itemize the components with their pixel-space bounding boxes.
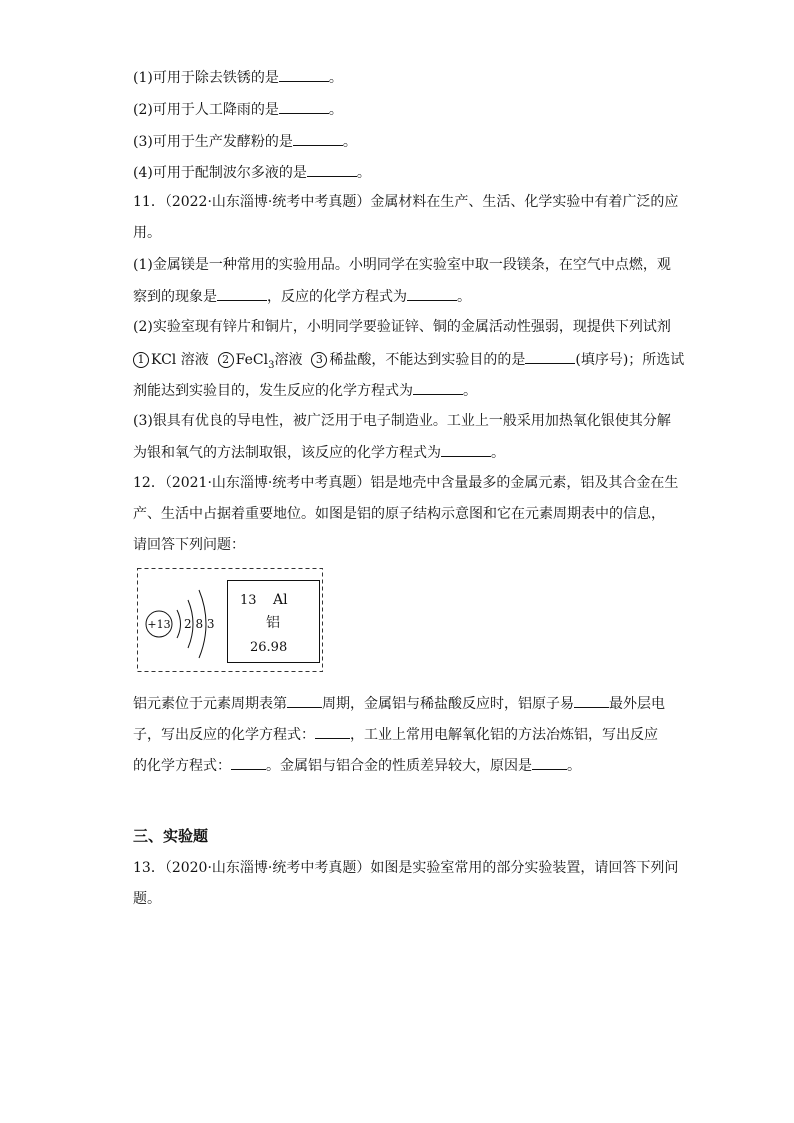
figure-svg — [137, 568, 323, 672]
q10-item-2-text: (2)可用于人工降雨的是 — [133, 102, 279, 118]
answer-blank — [407, 285, 457, 301]
answer-blank — [279, 98, 329, 114]
q12-text: ，工业上常用电解氧化铝的方法冶炼铝，写出反应 — [350, 727, 658, 743]
q11-part2-line-3 — [133, 379, 477, 401]
q12-body-line-3 — [133, 754, 581, 776]
punct: 。 — [463, 383, 477, 399]
q11-part2-options — [133, 348, 684, 370]
answer-blank — [217, 285, 267, 301]
q13-line-2: 题。 — [133, 891, 161, 907]
q10-item-4-text: (4)可用于配制波尔多液的是 — [133, 165, 307, 181]
punct: 。 — [567, 758, 581, 774]
electron-configuration: 2 8 3 — [184, 617, 215, 631]
q11-part1-text: 察到的现象是 — [133, 289, 217, 305]
punct: 。 — [328, 70, 343, 86]
q10-item-1 — [133, 66, 343, 88]
q12-text: 周期，金属铝与稀盐酸反应时，铝原子易 — [322, 696, 574, 712]
q12-text: 最外层电 — [609, 696, 665, 712]
nucleus-charge: +13 — [147, 618, 171, 631]
q10-item-4 — [133, 161, 371, 183]
option-1: KCl 溶液 — [151, 352, 209, 368]
option-2-suffix: 溶液 — [274, 352, 303, 368]
punct: 。 — [457, 289, 471, 305]
answer-blank — [525, 348, 575, 364]
q11-part1-text-mid: ，反应的化学方程式为 — [267, 289, 407, 305]
q11-header-line-2: 用。 — [133, 225, 161, 241]
punct: 。 — [356, 165, 371, 181]
q11-part3-line-2 — [133, 441, 505, 463]
punct: 。 — [491, 445, 505, 461]
q12-text: 。金属铝与铝合金的性质差异较大，原因是 — [266, 758, 532, 774]
q12-text: 铝元素位于元素周期表第 — [133, 696, 287, 712]
answer-blank — [532, 754, 567, 770]
element-symbol: Al — [273, 592, 288, 608]
q13-line-1: 13．（2020·山东淄博·统考中考真题）如图是实验室常用的部分实验装置，请回答下列问 — [133, 860, 679, 876]
q12-header-line-3: 请回答下列问题： — [133, 537, 245, 553]
q11-part3-line-1: (3)银具有优良的导电性，被广泛用于电子制造业。工业上一般采用加热氧化银使其分解 — [133, 413, 671, 429]
punct: 。 — [342, 134, 357, 150]
answer-blank — [413, 379, 463, 395]
aluminum-atom-figure — [137, 568, 323, 672]
answer-blank — [307, 161, 357, 177]
atomic-number: 13 — [240, 593, 257, 608]
q12-header-line-2: 产、生活中占据着重要地位。如图是铝的原子结构示意图和它在元素周期表中的信息， — [133, 506, 665, 522]
q10-item-2 — [133, 98, 343, 120]
answer-blank — [441, 441, 491, 457]
option-number-2: 2 — [218, 352, 234, 368]
option-3: 稀盐酸，不能达到实验目的的是 — [329, 352, 526, 368]
atomic-mass: 26.98 — [250, 640, 288, 655]
answer-blank — [287, 692, 322, 708]
q12-text: 的化学方程式： — [133, 758, 231, 774]
electron-shell-1 — [177, 610, 181, 638]
q12-body-line-1 — [133, 692, 665, 714]
q10-item-1-text: (1)可用于除去铁锈的是 — [133, 70, 279, 86]
q12-text: 子，写出反应的化学方程式： — [133, 727, 315, 743]
q12-header-line-1: 12．（2021·山东淄博·统考中考真题）铝是地壳中含量最多的金属元素，铝及其合金在生 — [133, 475, 679, 491]
element-name: 铝 — [266, 615, 280, 631]
q12-body-line-2 — [133, 723, 658, 745]
option-2-subscript: 3 — [268, 359, 275, 371]
q11-part2-line-1: (2)实验室现有锌片和铜片，小明同学要验证锌、铜的金属活动性强弱，现提供下列试剂 — [133, 319, 671, 335]
answer-blank — [574, 692, 609, 708]
answer-blank — [315, 723, 350, 739]
q10-item-3-text: (3)可用于生产发酵粉的是 — [133, 134, 293, 150]
option-number-1: 1 — [133, 352, 149, 368]
option-number-3: 3 — [311, 352, 327, 368]
answer-blank — [231, 754, 266, 770]
answer-blank — [293, 130, 343, 146]
q11-part1-line-2 — [133, 285, 471, 307]
option-2-formula: FeCl — [235, 352, 269, 368]
q10-item-3 — [133, 130, 357, 152]
q11-part2-text: 剂能达到实验目的，发生反应的化学方程式为 — [133, 383, 413, 399]
answer-blank — [279, 66, 329, 82]
q11-part3-text: 为银和氧气的方法制取银，该反应的化学方程式为 — [133, 445, 441, 461]
q11-part1-line-1: (1)金属镁是一种常用的实验用品。小明同学在实验室中取一段镁条，在空气中点燃，观 — [133, 257, 671, 273]
option-tail: (填序号)；所选试 — [575, 352, 685, 368]
section-heading: 三、实验题 — [133, 827, 209, 845]
punct: 。 — [328, 102, 343, 118]
q11-header-line-1: 11．（2022·山东淄博·统考中考真题）金属材料在生产、生活、化学实验中有着广泛的应 — [133, 194, 679, 210]
